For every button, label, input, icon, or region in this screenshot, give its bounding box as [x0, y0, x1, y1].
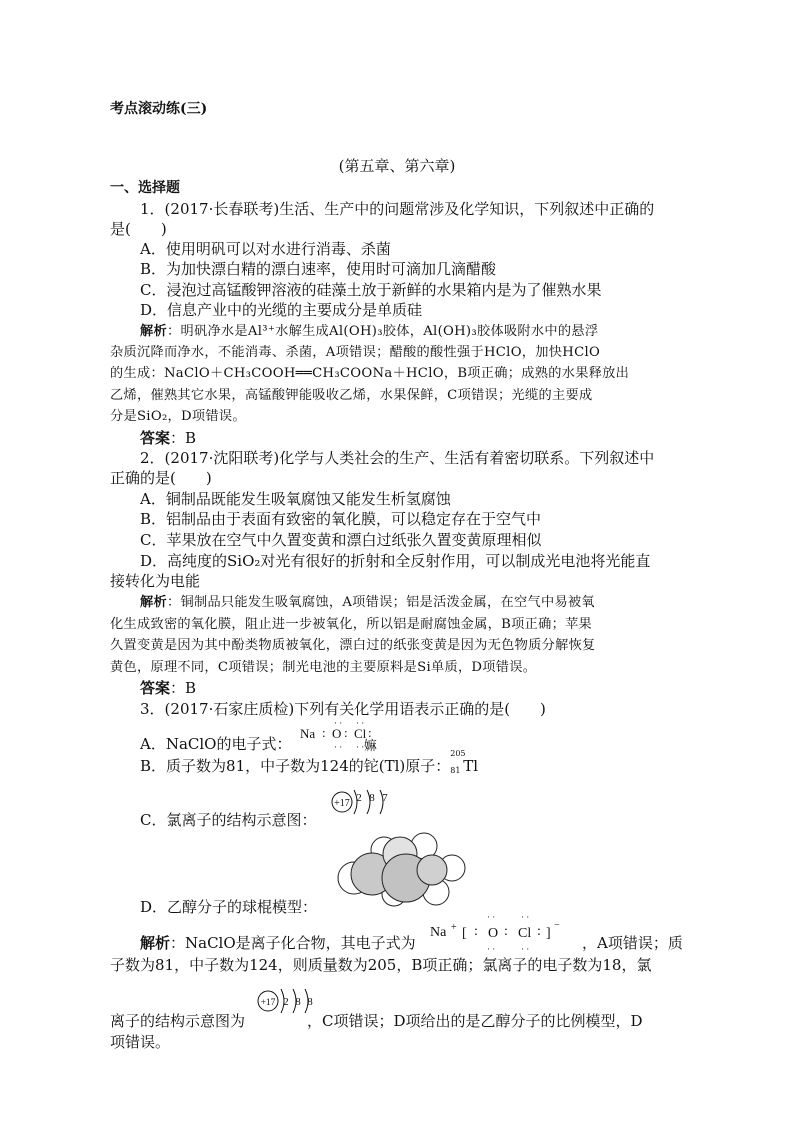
q3-analysis-line-2: 子数为81，中子数为124，则质量数为205，B项正确；氯离子的电子数为18，氯 — [110, 956, 652, 974]
q3-analysis-line-4: 项错误。 — [110, 1033, 171, 1051]
svg-text:· ·: · · — [334, 742, 343, 752]
svg-text:Cl: Cl — [354, 726, 367, 741]
q3-analysis-line-3: 离子的结构示意图为 ，C项错误；D项给出的是乙醇分子的比例模型，D — [110, 1012, 643, 1030]
svg-text:+17: +17 — [334, 798, 350, 809]
svg-text:+: + — [451, 922, 457, 933]
ethanol-space-filling-model — [334, 828, 470, 910]
svg-text:· ·: · · — [356, 718, 365, 728]
q1-analysis-line-1: 解析：明矾净水是Al³⁺水解生成Al(OH)₃胶体，Al(OH)₃胶体吸附水中的悬浮 — [140, 324, 599, 339]
q1-option-a: A．使用明矾可以对水进行消毒、杀菌 — [140, 240, 391, 258]
svg-text:8: 8 — [307, 996, 313, 1008]
q3-option-a: A．NaClO的电子式： — [140, 735, 292, 753]
q2-analysis-line-1: 解析：铜制品只能发生吸氧腐蚀，A项错误；铝是活泼金属，在空气中易被氧 — [140, 595, 595, 610]
q2-answer: 答案：B — [140, 679, 197, 697]
section-heading: 一、选择题 — [110, 180, 180, 196]
q2-stem-line-1: 2．(2017·沈阳联考)化学与人类社会的生产、生活有着密切联系。下列叙述中 — [140, 449, 655, 467]
q1-stem-line-1: 1．(2017·长春联考)生活、生产中的问题常涉及化学知识，下列叙述中正确的 — [140, 200, 655, 218]
q2-stem-line-2: 正确的是( ) — [110, 469, 212, 487]
svg-text:· ·: · · — [487, 944, 496, 954]
svg-text::: : — [344, 725, 348, 740]
svg-text:嫲: 嫲 — [364, 738, 378, 753]
q1-option-c: C．浸泡过高锰酸钾溶液的硅藻土放于新鲜的水果箱内是为了催熟水果 — [140, 281, 602, 299]
q3-analysis-line-1-tail: ，A项错误；质 — [582, 934, 683, 952]
svg-text::: : — [504, 924, 508, 939]
svg-text::: : — [474, 924, 478, 939]
svg-text::: : — [322, 725, 326, 740]
svg-text:· ·: · · — [521, 912, 530, 922]
q1-analysis-line-5: 分是SiO₂，D项错误。 — [110, 409, 246, 424]
q3-option-b: B．质子数为81，中子数为124的铊(Tl)原子： 205 81 Tl — [140, 756, 482, 776]
svg-text:8: 8 — [369, 792, 375, 804]
svg-text:· ·: · · — [334, 718, 343, 728]
page-title: 考点滚动练(三) — [110, 101, 208, 117]
svg-text:· ·: · · — [356, 742, 365, 752]
svg-text:2: 2 — [356, 792, 362, 804]
svg-text:8: 8 — [295, 996, 301, 1008]
q3-stem: 3．(2017·石家庄质检)下列有关化学用语表示正确的是( ) — [140, 700, 546, 718]
q1-analysis-line-4: 乙烯，催熟其它水果，高锰酸钾能吸收乙烯，水果保鲜，C项错误；光缆的主要成 — [110, 388, 593, 403]
q2-option-d-line-2: 接转化为电能 — [110, 572, 201, 590]
q1-option-b: B．为加快漂白精的漂白速率，使用时可滴加几滴醋酸 — [140, 260, 497, 278]
svg-text:Cl: Cl — [518, 926, 532, 941]
svg-text:[: [ — [462, 926, 467, 941]
chloride-ion-structure-diagram-option-c — [328, 786, 398, 820]
q1-answer: 答案：B — [140, 429, 197, 447]
thallium-isotope-symbol: 205 81 Tl — [450, 749, 479, 775]
svg-text:· ·: · · — [487, 912, 496, 922]
svg-text::: : — [368, 725, 372, 740]
naclo-ionic-electron-formula — [428, 910, 580, 956]
svg-text:]: ] — [546, 926, 551, 941]
q2-analysis-line-3: 久置变黄是因为其中酚类物质被氧化，漂白过的纸张变黄是因为无色物质分解恢复 — [110, 638, 596, 653]
svg-text:O: O — [488, 926, 499, 941]
svg-text:2: 2 — [283, 996, 289, 1008]
q3-option-c: C．氯离子的结构示意图： — [140, 811, 317, 829]
q1-stem-line-2: 是( ) — [110, 220, 167, 238]
naclo-electron-formula-option-a — [300, 720, 420, 756]
q2-analysis-line-4: 黄色，原理不同，C项错误；制光电池的主要原料是Si单质，D项错误。 — [110, 660, 537, 675]
svg-text:O: O — [332, 726, 342, 741]
svg-text:Na: Na — [300, 726, 316, 741]
chapter-subtitle: (第五章、第六章) — [338, 157, 456, 175]
q1-analysis-line-3: 的生成：NaClO＋CH₃COOH══CH₃COONa＋HClO，B项正确；成熟的水果释放出 — [110, 366, 630, 381]
svg-text:· ·: · · — [521, 944, 530, 954]
q1-analysis-label: 解析 — [140, 324, 167, 339]
q3-analysis-line-1: 解析：NaClO是离子化合物，其电子式为 — [140, 934, 416, 952]
svg-text:+17: +17 — [260, 998, 276, 1008]
q2-option-b: B．铝制品由于表面有致密的氧化膜，可以稳定存在于空气中 — [140, 510, 542, 528]
svg-text:7: 7 — [382, 792, 388, 804]
q2-option-c: C．苹果放在空气中久置变黄和漂白过纸张久置变黄原理相似 — [140, 531, 542, 549]
q2-option-a: A．铜制品既能发生吸氧腐蚀又能发生析氢腐蚀 — [140, 490, 451, 508]
q2-analysis-label: 解析 — [140, 595, 167, 610]
q2-option-d-line-1: D．高纯度的SiO₂对光有很好的折射和全反射作用，可以制成光电池将光能直 — [140, 552, 651, 570]
q1-analysis-line-2: 杂质沉降而净水，不能消毒、杀菌，A项错误；醋酸的酸性强于HClO，加快HClO — [110, 345, 601, 360]
q2-analysis-line-2: 化生成致密的氧化膜，阻止进一步被氧化，所以铝是耐腐蚀金属，B项正确；苹果 — [110, 617, 593, 632]
q3-analysis-label: 解析 — [140, 934, 171, 952]
q3-option-d: D．乙醇分子的球棍模型： — [140, 898, 318, 916]
svg-text:Na: Na — [430, 925, 447, 940]
svg-text::: : — [537, 924, 541, 939]
q1-option-d: D．信息产业中的光缆的主要成分是单质硅 — [140, 301, 423, 319]
svg-text:−: − — [554, 920, 560, 931]
